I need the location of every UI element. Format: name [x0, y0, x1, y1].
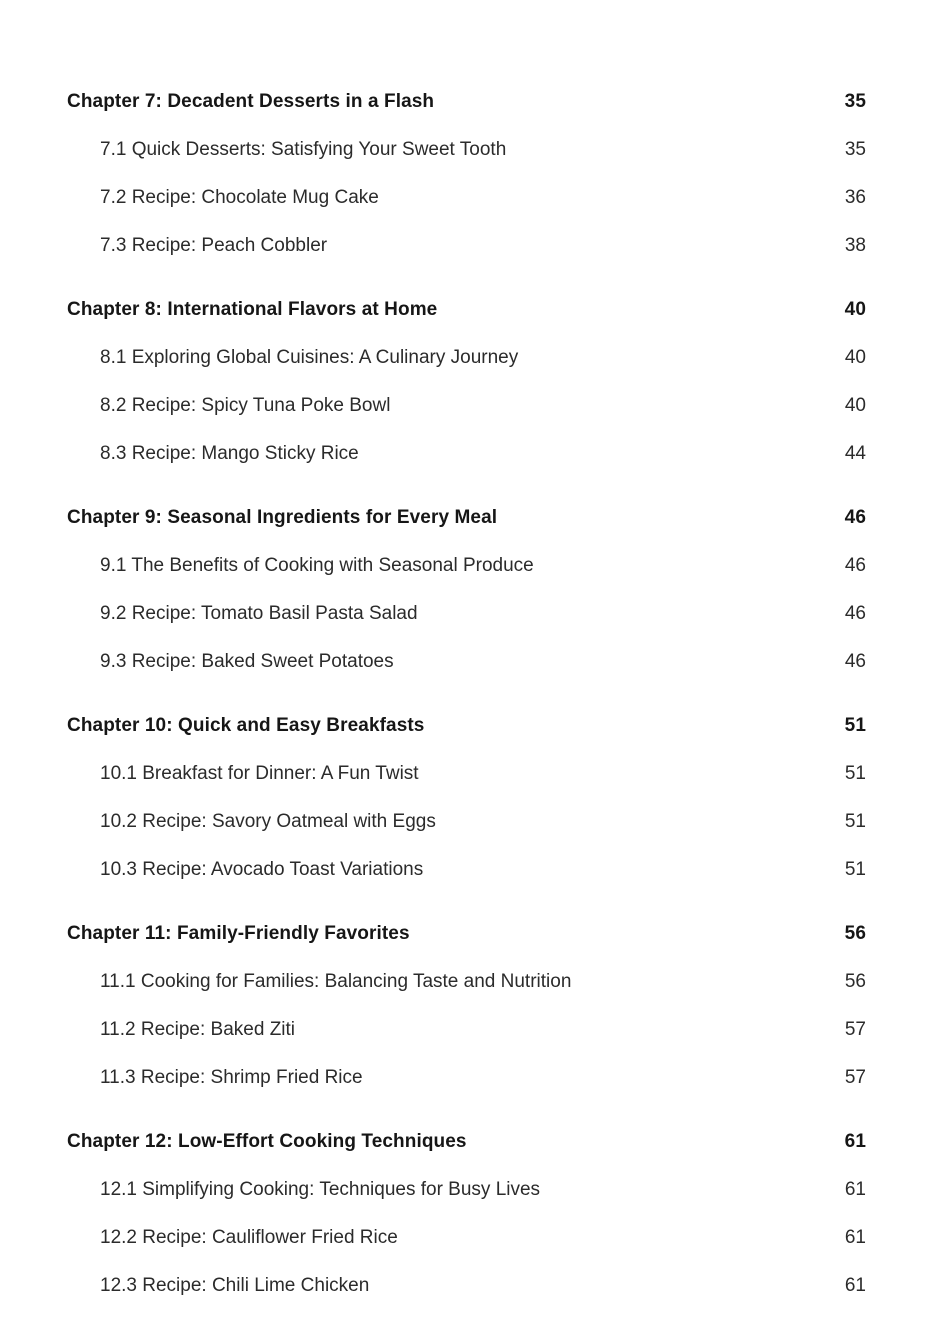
toc-entry-label: 9.1 The Benefits of Cooking with Seasonal Produce [100, 555, 534, 576]
toc-entry-page-number: 46 [844, 651, 866, 672]
toc-entry-page-number: 56 [844, 971, 866, 992]
chapter-page-number: 51 [844, 715, 866, 736]
toc-chapter-8 [67, 286, 866, 478]
toc-entry-label: 8.1 Exploring Global Cuisines: A Culinary Journey [100, 347, 519, 368]
toc-entry[interactable] [67, 174, 866, 222]
toc-entry-label: 11.2 Recipe: Baked Ziti [100, 1019, 296, 1040]
toc-entry-label: 11.3 Recipe: Shrimp Fried Rice [100, 1067, 363, 1088]
toc-entry[interactable] [67, 798, 866, 846]
chapter-title: Chapter 10: Quick and Easy Breakfasts [67, 715, 425, 736]
toc-chapter-heading[interactable] [67, 286, 866, 334]
toc-entry[interactable] [67, 126, 866, 174]
toc-entry-page-number: 36 [844, 187, 866, 208]
toc-entry-label: 9.2 Recipe: Tomato Basil Pasta Salad [100, 603, 418, 624]
toc-entry-page-number: 51 [844, 763, 866, 784]
chapter-title: Chapter 9: Seasonal Ingredients for Every Meal [67, 507, 498, 528]
toc-chapter-7 [67, 78, 866, 270]
toc-entry[interactable] [67, 222, 866, 270]
chapter-page-number: 46 [844, 507, 866, 528]
chapter-title: Chapter 11: Family-Friendly Favorites [67, 923, 410, 944]
toc-entry-page-number: 38 [844, 235, 866, 256]
toc-chapter-12 [67, 1118, 866, 1310]
chapter-title: Chapter 7: Decadent Desserts in a Flash [67, 91, 435, 112]
toc-entry-page-number: 57 [844, 1067, 866, 1088]
toc-entry-page-number: 57 [844, 1019, 866, 1040]
toc-entry-page-number: 44 [844, 443, 866, 464]
toc-entry-label: 12.3 Recipe: Chili Lime Chicken [100, 1275, 370, 1296]
toc-chapter-heading[interactable] [67, 494, 866, 542]
chapter-title: Chapter 12: Low-Effort Cooking Techniques [67, 1131, 467, 1152]
toc-chapter-10 [67, 702, 866, 894]
toc-entry-page-number: 61 [844, 1227, 866, 1248]
toc-entry[interactable] [67, 590, 866, 638]
toc-entry-label: 9.3 Recipe: Baked Sweet Potatoes [100, 651, 394, 672]
toc-entry[interactable] [67, 1054, 866, 1102]
toc-entry[interactable] [67, 1214, 866, 1262]
toc-entry-page-number: 51 [844, 859, 866, 880]
toc-entry[interactable] [67, 1166, 866, 1214]
toc-entry-label: 7.2 Recipe: Chocolate Mug Cake [100, 187, 379, 208]
toc-entry-page-number: 46 [844, 603, 866, 624]
toc-entry[interactable] [67, 542, 866, 590]
toc-entry-page-number: 40 [844, 347, 866, 368]
toc-entry[interactable] [67, 382, 866, 430]
toc-chapter-heading[interactable] [67, 702, 866, 750]
toc-entry-label: 10.3 Recipe: Avocado Toast Variations [100, 859, 424, 880]
toc-entry-label: 7.1 Quick Desserts: Satisfying Your Sweet Tooth [100, 139, 507, 160]
toc-entry-label: 8.2 Recipe: Spicy Tuna Poke Bowl [100, 395, 391, 416]
chapter-page-number: 40 [844, 299, 866, 320]
toc-entry[interactable] [67, 958, 866, 1006]
toc-entry-label: 7.3 Recipe: Peach Cobbler [100, 235, 328, 256]
toc-entry[interactable] [67, 638, 866, 686]
toc-entry[interactable] [67, 334, 866, 382]
toc-entry-label: 11.1 Cooking for Families: Balancing Taste and Nutrition [100, 971, 572, 992]
toc-entry-label: 12.1 Simplifying Cooking: Techniques for Busy Lives [100, 1179, 541, 1200]
toc-entry-label: 12.2 Recipe: Cauliflower Fried Rice [100, 1227, 398, 1248]
toc-entry-label: 8.3 Recipe: Mango Sticky Rice [100, 443, 359, 464]
toc-entry[interactable] [67, 750, 866, 798]
toc-entry-page-number: 51 [844, 811, 866, 832]
toc-entry-page-number: 61 [844, 1275, 866, 1296]
toc-entry-label: 10.1 Breakfast for Dinner: A Fun Twist [100, 763, 419, 784]
toc-entry-page-number: 40 [844, 395, 866, 416]
toc-chapter-heading[interactable] [67, 910, 866, 958]
toc-entry-page-number: 61 [844, 1179, 866, 1200]
toc-chapter-11 [67, 910, 866, 1102]
chapter-title: Chapter 8: International Flavors at Home [67, 299, 438, 320]
toc-entry-page-number: 35 [844, 139, 866, 160]
toc-chapter-heading[interactable] [67, 78, 866, 126]
toc-entry[interactable] [67, 846, 866, 894]
toc-chapter-9 [67, 494, 866, 686]
chapter-page-number: 61 [844, 1131, 866, 1152]
chapter-page-number: 56 [844, 923, 866, 944]
toc-entry-label: 10.2 Recipe: Savory Oatmeal with Eggs [100, 811, 436, 832]
toc-entry[interactable] [67, 1262, 866, 1310]
chapter-page-number: 35 [844, 91, 866, 112]
toc-entry[interactable] [67, 430, 866, 478]
toc-chapter-heading[interactable] [67, 1118, 866, 1166]
toc-entry[interactable] [67, 1006, 866, 1054]
toc-entry-page-number: 46 [844, 555, 866, 576]
